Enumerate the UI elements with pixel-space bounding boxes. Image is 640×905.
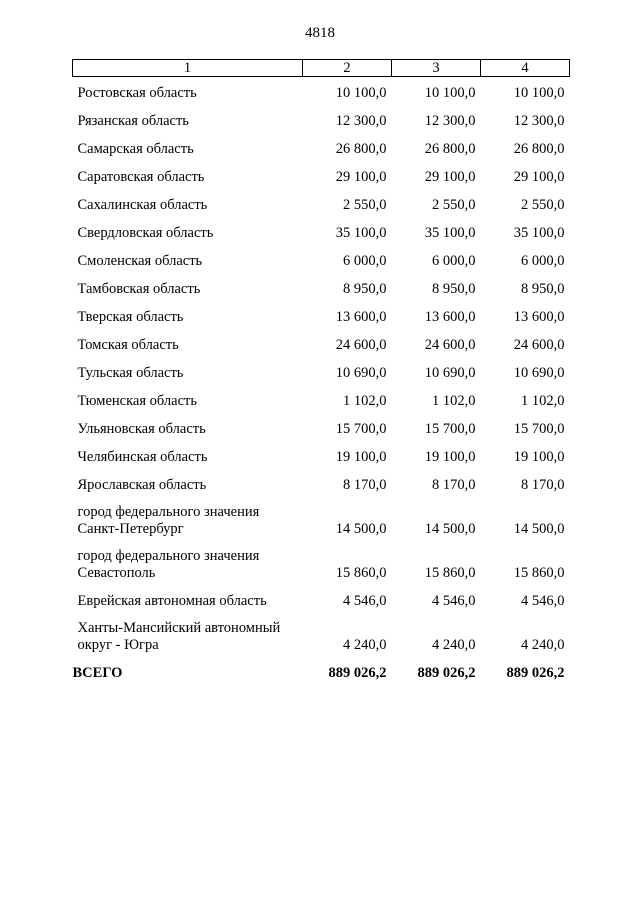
table-row [73,270,570,298]
region-name: Ханты-Мансийский автономный округ - Югра [77,620,281,653]
table-row [73,494,570,538]
table-body [73,77,570,683]
table-row [73,130,570,158]
header-col-1: 1 [73,60,303,77]
value-col-4: 15 700,0 [513,421,565,437]
region-name: Челябинская область [77,449,208,465]
table-row [73,298,570,326]
value-col-2: 13 600,0 [335,309,387,325]
value-col-4: 10 100,0 [513,85,565,101]
value-col-3: 15 860,0 [424,565,476,581]
table-row [73,158,570,186]
value-col-2: 1 102,0 [343,393,387,409]
table-row [73,382,570,410]
value-col-2: 8 170,0 [343,477,387,493]
value-col-2: 15 860,0 [335,565,387,581]
value-col-3: 4 240,0 [432,637,476,653]
region-name: Сахалинская область [77,197,208,213]
value-col-3: 12 300,0 [424,113,476,129]
value-col-3: 8 170,0 [432,477,476,493]
value-col-2: 6 000,0 [343,253,387,269]
table-row [73,77,570,103]
value-col-2: 2 550,0 [343,197,387,213]
table-row [73,354,570,382]
value-col-2: 15 700,0 [335,421,387,437]
value-col-4: 13 600,0 [513,309,565,325]
region-name: Смоленская область [77,253,203,269]
value-col-3: 35 100,0 [424,225,476,241]
value-col-4: 26 800,0 [513,141,565,157]
region-name: Тверская область [77,309,184,325]
value-col-3: 8 950,0 [432,281,476,297]
value-col-4: 4 240,0 [521,637,565,653]
value-col-2: 26 800,0 [335,141,387,157]
value-col-3: 1 102,0 [432,393,476,409]
region-name: Ульяновская область [77,421,206,437]
region-name: Свердловская область [77,225,214,241]
region-name: Саратовская область [77,169,205,185]
value-col-4: 1 102,0 [521,393,565,409]
page-number: 4818 [305,25,335,41]
value-col-4: 8 170,0 [521,477,565,493]
value-col-4: 14 500,0 [513,521,565,537]
header-col-3: 3 [392,60,481,77]
value-col-2: 14 500,0 [335,521,387,537]
value-col-3: 19 100,0 [424,449,476,465]
table-row [73,438,570,466]
value-col-2: 10 100,0 [335,85,387,101]
value-col-3: 29 100,0 [424,169,476,185]
table-row [73,326,570,354]
value-col-4: 10 690,0 [513,365,565,381]
region-name: город федерального значения Севастополь [77,548,260,581]
table-row [73,466,570,494]
value-col-3: 15 700,0 [424,421,476,437]
value-col-2: 35 100,0 [335,225,387,241]
region-name: Рязанская область [77,113,189,129]
value-col-2: 19 100,0 [335,449,387,465]
table-row [73,242,570,270]
value-col-4: 24 600,0 [513,337,565,353]
table-row [73,102,570,130]
total-row [73,654,570,682]
value-col-4: 6 000,0 [521,253,565,269]
region-name: Самарская область [77,141,194,157]
value-col-3: 6 000,0 [432,253,476,269]
total-col-4: 889 026,2 [506,665,565,681]
value-col-2: 10 690,0 [335,365,387,381]
table-row [73,214,570,242]
value-col-3: 14 500,0 [424,521,476,537]
value-col-4: 19 100,0 [513,449,565,465]
value-col-4: 2 550,0 [521,197,565,213]
total-label: ВСЕГО [72,665,123,681]
total-col-3: 889 026,2 [417,665,476,681]
value-col-3: 10 690,0 [424,365,476,381]
value-col-2: 29 100,0 [335,169,387,185]
value-col-4: 15 860,0 [513,565,565,581]
budget-table [72,59,570,682]
value-col-3: 10 100,0 [424,85,476,101]
value-col-2: 4 546,0 [343,593,387,609]
region-name: Ярославская область [77,477,207,493]
header-col-2: 2 [303,60,392,77]
value-col-3: 13 600,0 [424,309,476,325]
value-col-2: 24 600,0 [335,337,387,353]
value-col-3: 2 550,0 [432,197,476,213]
table-row [73,538,570,582]
value-col-3: 24 600,0 [424,337,476,353]
table-header [73,60,570,77]
total-col-2: 889 026,2 [328,665,387,681]
value-col-3: 26 800,0 [424,141,476,157]
value-col-2: 12 300,0 [335,113,387,129]
value-col-2: 4 240,0 [343,637,387,653]
header-row [73,60,570,77]
value-col-3: 4 546,0 [432,593,476,609]
region-name: город федерального значения Санкт-Петербург [77,504,260,537]
region-name: Тульская область [77,365,184,381]
region-name: Тюменская область [77,393,197,409]
table-row [73,186,570,214]
value-col-4: 4 546,0 [521,593,565,609]
region-name: Еврейская автономная область [77,593,267,609]
region-name: Томская область [77,337,179,353]
region-name: Тамбовская область [77,281,201,297]
table-row [73,410,570,438]
header-col-4: 4 [481,60,570,77]
value-col-4: 12 300,0 [513,113,565,129]
value-col-4: 8 950,0 [521,281,565,297]
value-col-2: 8 950,0 [343,281,387,297]
table-row [73,582,570,610]
table-row [73,610,570,654]
value-col-4: 29 100,0 [513,169,565,185]
value-col-4: 35 100,0 [513,225,565,241]
region-name: Ростовская область [77,85,197,101]
